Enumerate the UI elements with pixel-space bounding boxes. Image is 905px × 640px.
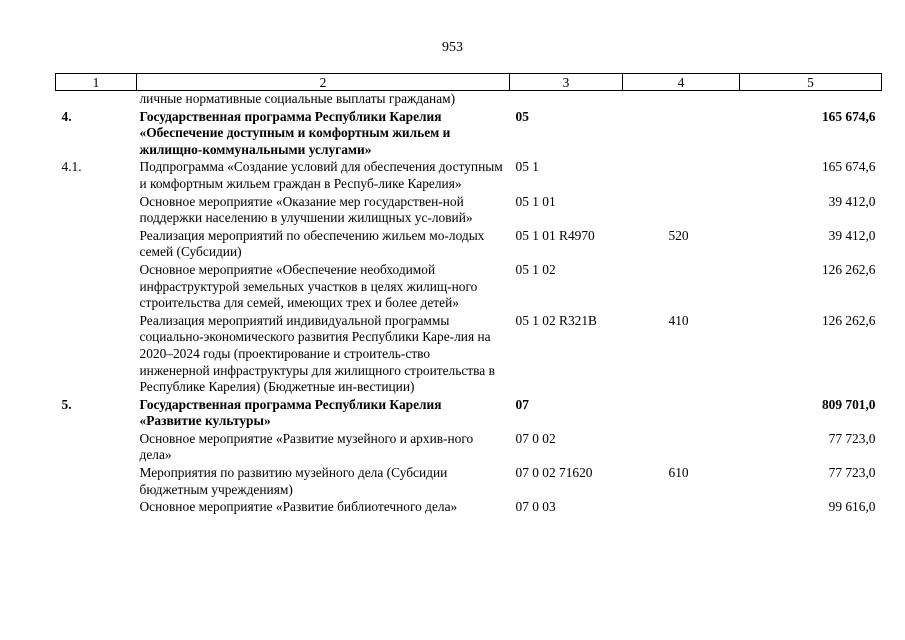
column-header-1: 1 <box>56 74 137 91</box>
page-number: 953 <box>442 40 463 55</box>
row-code: 07 0 02 71620 <box>515 465 593 481</box>
row-amount: 165 674,6 <box>821 159 876 175</box>
row-expense-type <box>623 262 740 313</box>
table-row <box>56 262 882 313</box>
row-number <box>56 228 137 262</box>
row-amount: 39 412,0 <box>828 193 876 209</box>
row-amount: 77 723,0 <box>828 430 876 446</box>
table-row <box>56 499 882 517</box>
row-name: Мероприятия по развитию музейного дела (Субсидии бюджетным учреждениям) <box>139 465 448 497</box>
row-name: Основное мероприятие «Обеспечение необходимой инфраструктурой земельных участков в целях жилищ-ного строительства для семей, имеющих трех и более детей» <box>139 261 478 311</box>
column-header-4: 4 <box>623 74 740 91</box>
table-row <box>56 397 882 431</box>
row-code: 07 0 03 <box>515 499 556 515</box>
row-amount: 99 616,0 <box>828 499 876 515</box>
row-code: 05 1 02 <box>515 261 556 277</box>
row-code: 05 1 01 R4970 <box>515 227 595 243</box>
row-name: Государственная программа Республики Карелия «Обеспечение доступным и комфортным жильем и жилищно-коммунальными услугами» <box>139 108 451 157</box>
row-number <box>56 91 137 109</box>
row-expense-type <box>623 91 740 109</box>
table-row <box>56 194 882 228</box>
row-number <box>56 431 137 465</box>
row-name: Основное мероприятие «Оказание мер государствен-ной поддержки населению в улучшении жилищных ус-ловий» <box>139 193 473 226</box>
row-number <box>56 499 137 517</box>
row-amount: 39 412,0 <box>828 227 876 243</box>
row-expense-type: 520 <box>668 227 689 243</box>
row-name: личные нормативные социальные выплаты гражданам) <box>139 91 456 106</box>
row-expense-type: 610 <box>668 465 689 481</box>
row-name: Основное мероприятие «Развитие музейного и архив-ного дела» <box>139 430 474 463</box>
row-code: 05 1 01 <box>515 193 556 209</box>
row-name: Реализация мероприятий индивидуальной программы социально-экономического развития Республики Каре-лия на 2020–2024 годы (проектирование и строитель-ство инженерной инфраструктуры для жилищного строительства в Республике Карелия) (Бюджетные ин-вестиции) <box>139 312 495 395</box>
table-row <box>56 109 882 160</box>
row-code: 05 1 02 R321В <box>515 312 597 328</box>
row-code <box>510 91 623 109</box>
table-row <box>56 159 882 193</box>
row-amount: 77 723,0 <box>828 465 876 481</box>
row-expense-type <box>623 194 740 228</box>
row-amount <box>740 91 882 109</box>
row-name: Основное мероприятие «Развитие библиотечного дела» <box>139 499 458 515</box>
table-row <box>56 91 882 109</box>
row-expense-type <box>623 397 740 431</box>
table-row <box>56 313 882 397</box>
row-expense-type: 410 <box>668 312 689 328</box>
row-number: 4.1. <box>61 159 82 175</box>
row-number <box>56 262 137 313</box>
row-expense-type <box>623 431 740 465</box>
column-header-5: 5 <box>740 74 882 91</box>
table-header-row <box>56 74 882 91</box>
row-code: 07 0 02 <box>515 430 556 446</box>
column-header-3: 3 <box>510 74 623 91</box>
row-number <box>56 194 137 228</box>
row-amount: 126 262,6 <box>821 312 876 328</box>
table-body <box>56 91 882 517</box>
row-amount: 809 701,0 <box>821 396 876 412</box>
row-expense-type <box>623 499 740 517</box>
table-row <box>56 465 882 499</box>
row-code: 05 1 <box>515 159 539 175</box>
row-name: Подпрограмма «Создание условий для обеспечения доступным и комфортным жильем граждан в Респуб-лике Карелия» <box>139 159 503 191</box>
budget-table <box>55 73 882 517</box>
row-code: 07 <box>515 396 529 412</box>
row-number: 5. <box>61 396 72 412</box>
row-expense-type <box>623 109 740 160</box>
row-number: 4. <box>61 108 72 124</box>
row-name: Государственная программа Республики Карелия «Развитие культуры» <box>139 396 442 429</box>
row-number <box>56 465 137 499</box>
row-amount: 126 262,6 <box>821 261 876 277</box>
row-expense-type <box>623 159 740 193</box>
table-row <box>56 431 882 465</box>
row-number <box>56 313 137 397</box>
column-header-2: 2 <box>137 74 510 91</box>
row-code: 05 <box>515 108 529 124</box>
row-amount: 165 674,6 <box>821 108 876 124</box>
row-name: Реализация мероприятий по обеспечению жильем мо-лодых семей (Субсидии) <box>139 227 485 260</box>
table-row <box>56 228 882 262</box>
